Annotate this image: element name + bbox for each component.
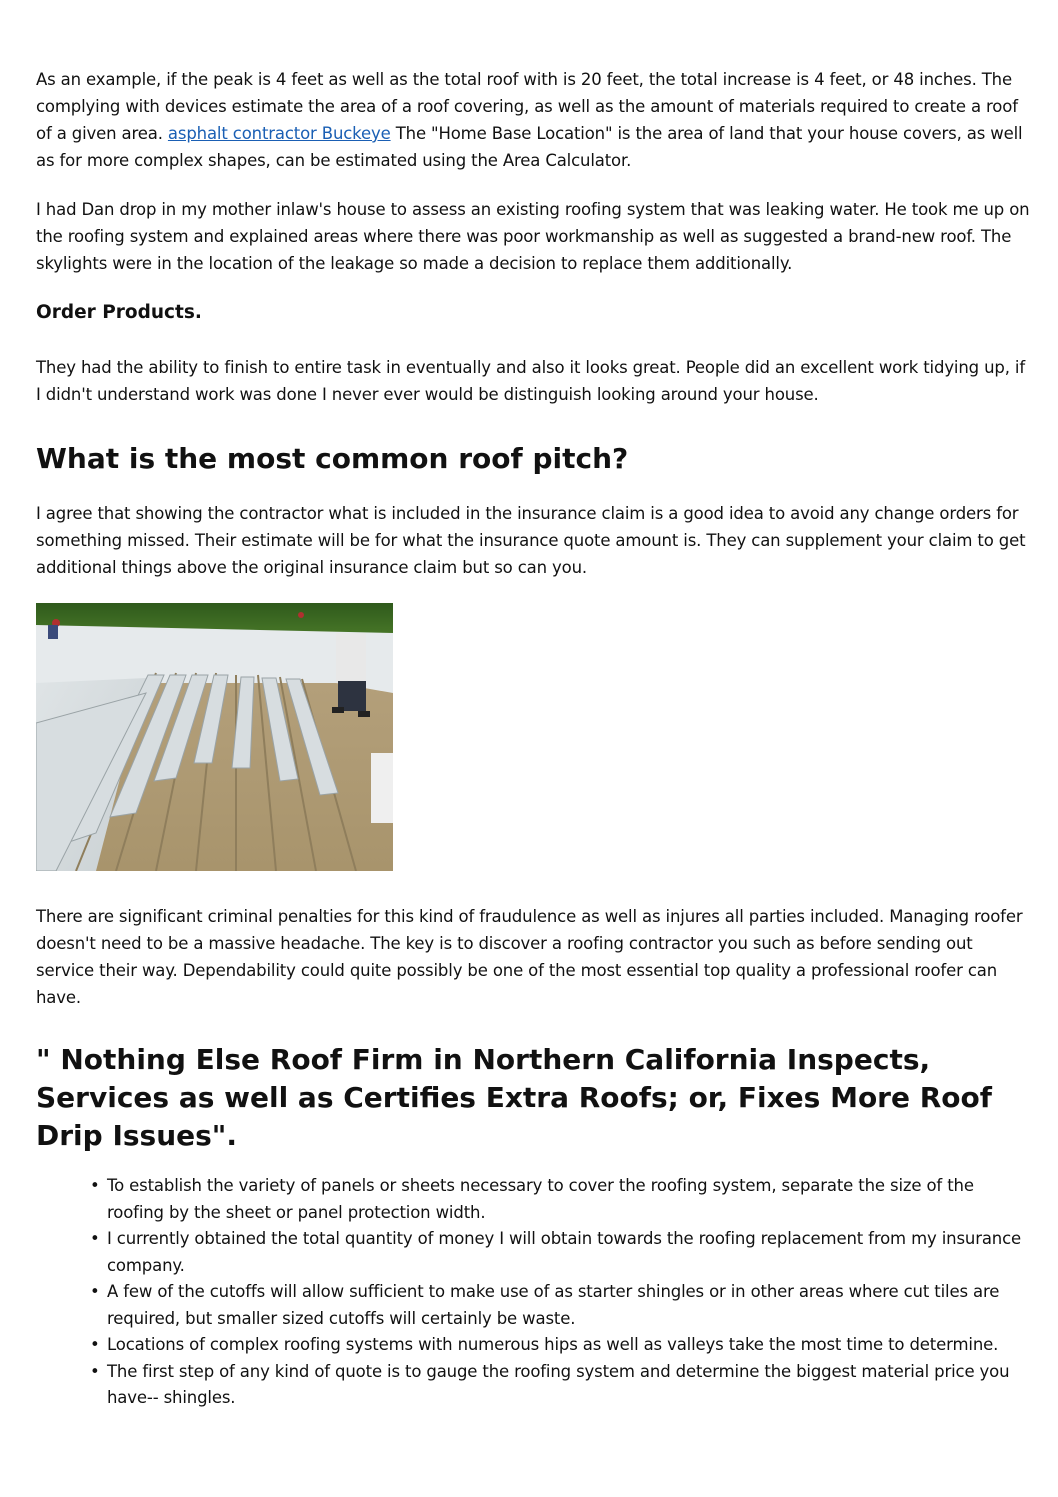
list-item: • The first step of any kind of quote is to gauge the roofing system and determine the biggest material price you have-- shingles.: [107, 1359, 1030, 1412]
paragraph-text: The "Home Base Location" is the area of land that your house covers, as well as for more complex shapes, can be estimated using the Area Calculator.: [36, 124, 1023, 170]
paragraph-roof-area: [36, 66, 1030, 174]
paragraph-insurance-claim: I agree that showing the contractor what is included in the insurance claim is a good idea to avoid any change orders for something missed. Their estimate will be for what the insurance quote amount is. They can supplement your claim to get additional things above the original insurance claim but so can you.: [36, 504, 1026, 577]
list-item: • Locations of complex roofing systems with numerous hips as well as valleys take the most time to determine.: [107, 1332, 1030, 1359]
paragraph-text: As an example, if the peak is 4 feet as well as the total roof with is 20 feet, the total increase is 4 feet, or 48 inches. The complying with devices estimate the area of a roof covering, as well as the amount of materials required to create a roof of a given area.: [36, 70, 1018, 143]
paragraph-dan-visit: I had Dan drop in my mother inlaw's house to assess an existing roofing system that was leaking water. He took me up on the roofing system and explained areas where there was poor workmanship as well as suggested a brand-new roof. The skylights were in the location of the leakage so made a decision to replace them additionally.: [36, 200, 1030, 273]
asphalt-contractor-link[interactable]: asphalt contractor Buckeye: [167, 124, 391, 143]
list-item: • A few of the cutoffs will allow sufficient to make use of as starter shingles or in other areas where cut tiles are required, but smaller sized cutoffs will certainly be waste.: [107, 1279, 1030, 1332]
paragraph-finish-task: They had the ability to finish to entire task in eventually and also it looks great. People did an excellent work tidying up, if I didn't understand work was done I never ever would be distinguish looking around your house.: [36, 358, 1026, 404]
list-item: • To establish the variety of panels or sheets necessary to cover the roofing system, separate the size of the roofing by the sheet or panel protection width.: [107, 1173, 1030, 1226]
paragraph-penalties: There are significant criminal penalties for this kind of fraudulence as well as injures all parties included. Managing roofer doesn't need to be a massive headache. The key is to discover a roofing contractor you such as before sending out service their way. Dependability could quite possibly be one of the most essential top quality a professional roofer can have.: [36, 907, 1023, 1007]
heading-roof-pitch: What is the most common roof pitch?: [36, 442, 629, 475]
roofing-photo: [36, 603, 393, 871]
heading-order-products: Order Products.: [36, 302, 202, 323]
list-item: • I currently obtained the total quantity of money I will obtain towards the roofing replacement from my insurance company.: [107, 1226, 1030, 1279]
bullet-list: [36, 1173, 1030, 1412]
heading-nothing-else: " Nothing Else Roof Firm in Northern California Inspects, Services as well as Certifies Extra Roofs; or, Fixes More Roof Drip Issues".: [36, 1043, 992, 1152]
